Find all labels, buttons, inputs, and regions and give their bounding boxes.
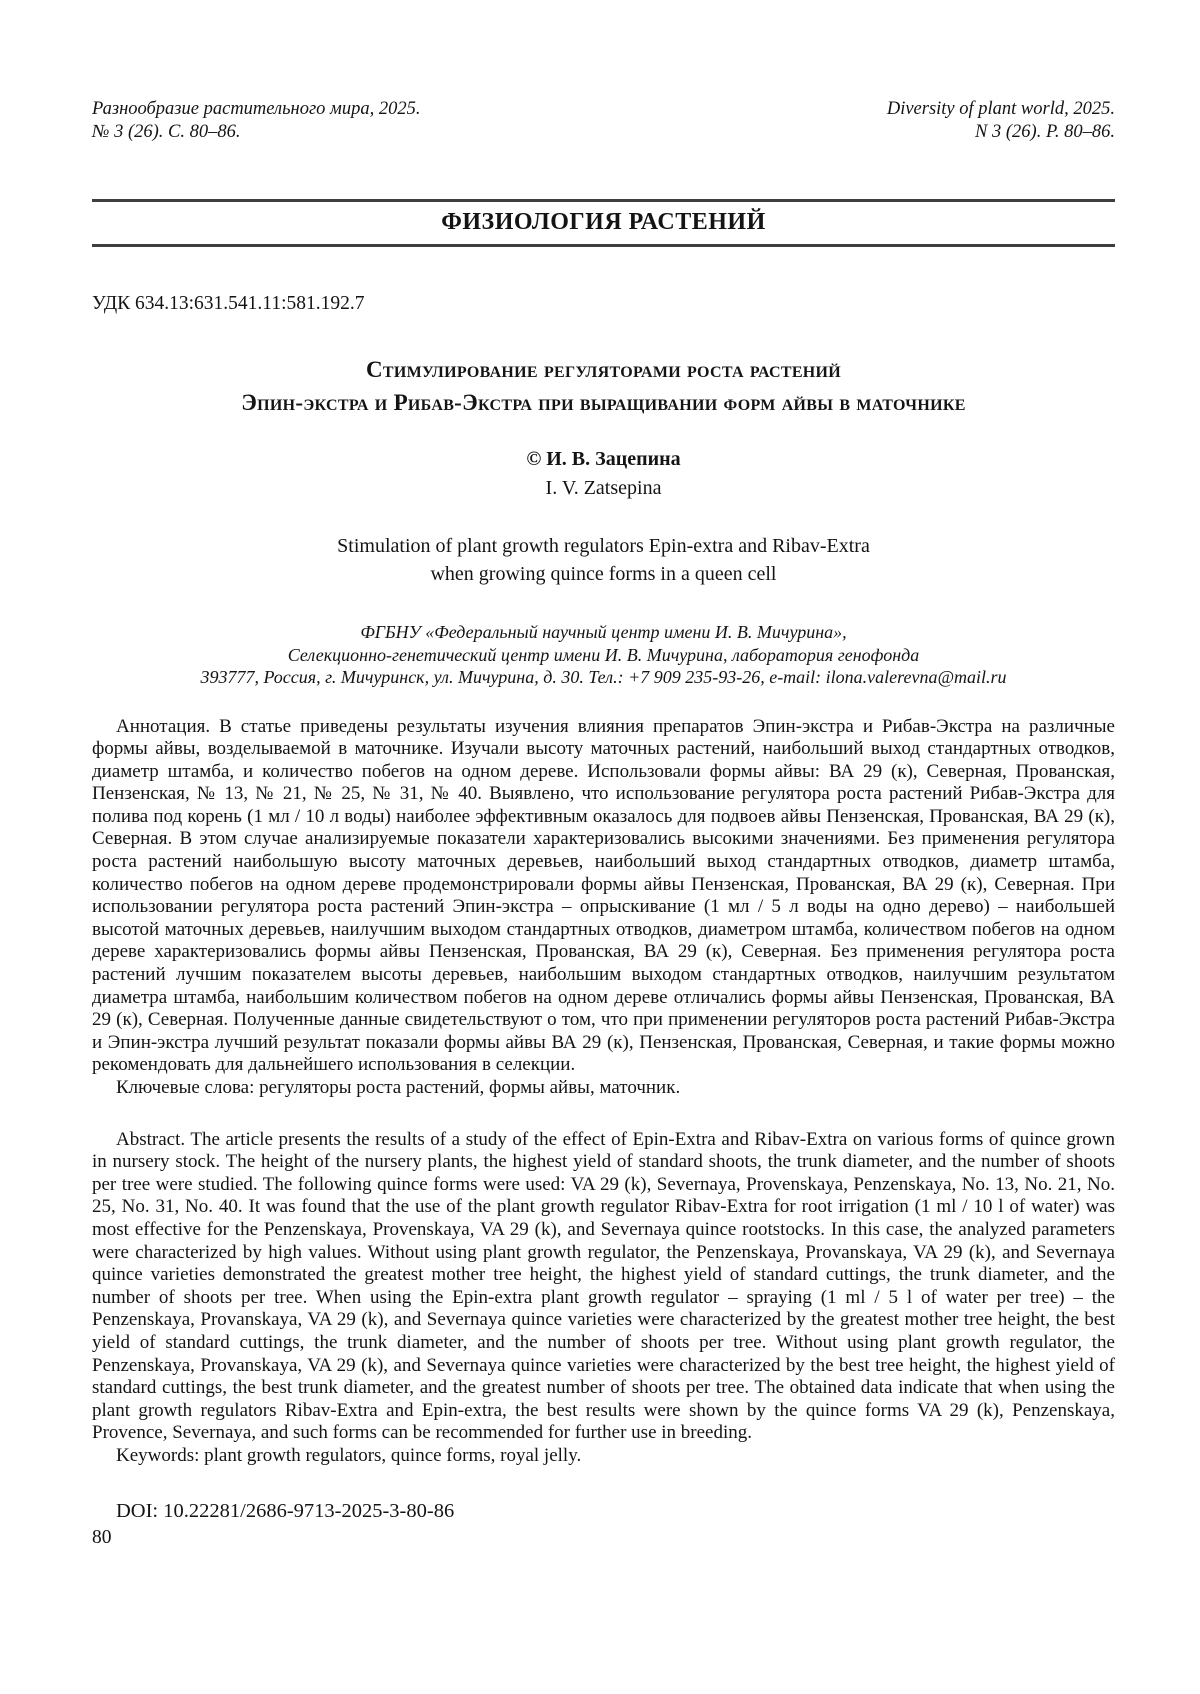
journal-title-en: Diversity of plant world, 2025. [886, 99, 1115, 119]
journal-issue-en: N 3 (26). P. 80–86. [975, 122, 1115, 142]
article-title-ru-line2: Эпин-экстра и Рибав-Экстра при выращивании форм айвы в маточнике [241, 390, 966, 415]
keywords-en: Keywords: plant growth regulators, quince forms, royal jelly. [116, 1444, 582, 1466]
doi: DOI: 10.22281/2686-9713-2025-3-80-86 [116, 1499, 455, 1522]
article-title-en-line2: when growing quince forms in a queen cell [430, 563, 777, 585]
section-band [92, 199, 1115, 247]
article-title-en [92, 532, 1115, 588]
abstract-en: Abstract. The article presents the results of a study of the effect of Epin-Extra and Ribav-Extra on various forms of quince grown in nursery stock. The height of the nursery plants, the highest yield of standard shoots, the trunk diameter, and the number of shoots per tree were studied. The following quince forms were used: VA 29 (k), Severnaya, Provenskaya, Penzenskaya, No. 13, No. 21, No. 25, No. 31, No. 40. It was found that the use of the plant growth regulator Ribav-Extra for root irrigation (1 ml / 10 l of water) was most effective for the Penzenskaya, Provenskaya, VA 29 (k), and Severnaya quince rootstocks. In this case, the analyzed parameters were characterized by high values. Without using plant growth regulator, the Penzenskaya, Provanskaya, VA 29 (k), and Severnaya quince varieties demonstrated the greatest mother tree height, the highest yield of standard cuttings, the trunk diameter, and the number of shoots per tree. When using the Epin-extra plant growth regulator – spraying (1 ml / 5 l of water per tree) – the Penzenskaya, Provanskaya, VA 29 (k), and Severnaya quince varieties were characterized by the greatest mother tree height, the best yield of standard cuttings, the trunk diameter, and the number of shoots per tree. Without using plant growth regulator, the Penzenskaya, Provanskaya, VA 29 (k), and Severnaya quince varieties were characterized by the best tree height, the highest yield of standard cuttings, the best trunk diameter, and the greatest number of shoots per tree. The obtained data indicate that when using the plant growth regulators Ribav-Extra and Epin-extra, the best results were shown by the quince forms VA 29 (k), Penzenskaya, Provence, Severnaya, and such forms can be recommended for further use in breeding. [92, 1128, 1115, 1444]
author-name-en: I. V. Zatsepina [545, 477, 662, 499]
author-name-ru: © И. В. Зацепина [526, 448, 681, 470]
journal-title-ru: Разнообразие растительного мира, 2025. [92, 99, 421, 119]
article-title-ru [92, 353, 1115, 419]
page-number: 80 [92, 1526, 112, 1548]
affiliation-line1: ФГБНУ «Федеральный научный центр имени И. В. Мичурина», [360, 622, 847, 642]
affiliation [92, 621, 1115, 689]
article-title-ru-line1: Стимулирование регуляторами роста растений [365, 357, 842, 382]
journal-header-en [887, 98, 1115, 144]
journal-issue-ru: № 3 (26). С. 80–86. [92, 122, 241, 142]
article-title-en-line1: Stimulation of plant growth regulators Epin-extra and Ribav-Extra [337, 535, 870, 557]
journal-header-ru [92, 98, 420, 144]
udc-code: УДК 634.13:631.541.11:581.192.7 [92, 293, 365, 314]
journal-header [92, 98, 1115, 144]
abstract-ru: Аннотация. В статье приведены результаты изучения влияния препаратов Эпин-экстра и Рибав-Экстра на различные формы айвы, возделываемой в маточнике. Изучали высоту маточных растений, наибольший выход стандартных отводков, диаметр штамба, и количество побегов на одном дереве. Использовали формы айвы: ВА 29 (к), Северная, Прованская, Пензенская, № 13, № 21, № 25, № 31, № 40. Выявлено, что использование регулятора роста растений Рибав-Экстра для полива под корень (1 мл / 10 л воды) наиболее эффективным оказалось для подвоев айвы Пензенская, Прованская, ВА 29 (к), Северная. В этом случае анализируемые показатели характеризовались высокими значениями. Без применения регулятора роста растений наибольшую высоту маточных деревьев, наибольший выход стандартных отводков, диаметр штамба, количество побегов на одном дереве продемонстрировали формы айвы Пензенская, Прованская, ВА 29 (к), Северная. При использовании регулятора роста растений Эпин-экстра – опрыскивание (1 мл / 5 л воды на одно дерево) – наибольшей высотой маточных деревьев, наилучшим выходом стандартных отводков, диаметром штамба, количеством побегов на одном дереве характеризовались формы айвы Пензенская, Прованская, ВА 29 (к), Северная. Без применения регулятора роста растений лучшим показателем высоты деревьев, наибольшим выходом стандартных отводков, наилучшим результатом диаметра штамба, наибольшим количеством побегов на одном дереве отличались формы айвы Пензенская, Прованская, ВА 29 (к), Северная. Полученные данные свидетельствуют о том, что при применении регуляторов роста растений Рибав-Экстра и Эпин-экстра лучший результат показали формы айвы ВА 29 (к), Пензенская, Прованская, Северная, и такие формы можно рекомендовать для дальнейшего использования в селекции. [92, 715, 1115, 1076]
section-heading: ФИЗИОЛОГИЯ РАСТЕНИЙ [441, 209, 766, 235]
affiliation-line3: 393777, Россия, г. Мичуринск, ул. Мичурина, д. 30. Тел.: +7 909 235-93-26, e-mail: ilona.valerevna@mail.ru [200, 667, 1007, 687]
affiliation-line2: Селекционно-генетический центр имени И. В. Мичурина, лаборатория генофонда [287, 644, 920, 665]
abstract-en-block [92, 1129, 1115, 1468]
abstract-ru-block [92, 716, 1115, 1100]
keywords-ru: Ключевые слова: регуляторы роста растений, формы айвы, маточник. [116, 1077, 681, 1098]
